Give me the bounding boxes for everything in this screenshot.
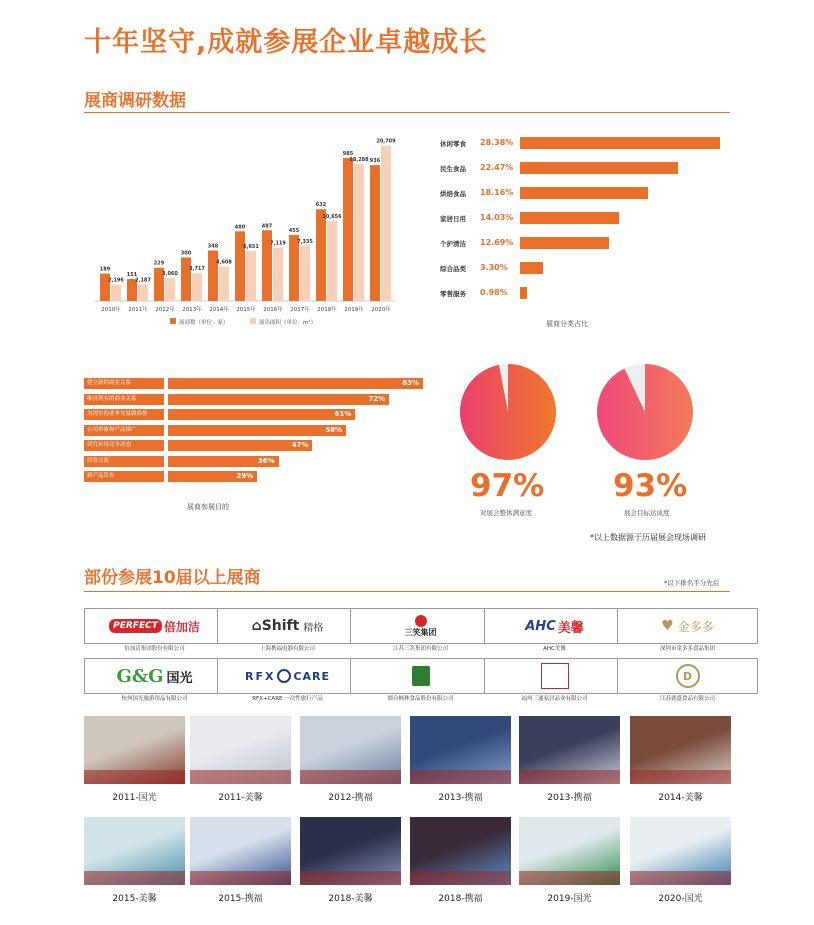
booth-photo xyxy=(630,716,731,784)
purpose-value: 83% xyxy=(402,379,419,387)
value-label: 3,060 xyxy=(162,271,178,278)
satisfaction-pie xyxy=(458,362,558,462)
category-value: 12.69% xyxy=(480,238,514,247)
booth-photo xyxy=(410,817,511,885)
goal-pie xyxy=(595,362,695,462)
fenglin-logo xyxy=(350,658,491,694)
bar-area xyxy=(138,285,148,301)
photo-caption: 2020-国光 xyxy=(658,894,703,904)
category-row xyxy=(436,186,736,200)
category-value: 22.47% xyxy=(480,163,514,172)
bar-exhibitors xyxy=(316,209,326,301)
shift-logo: ⌂Shift 精格 xyxy=(217,608,358,644)
goal-percent: 93% xyxy=(613,468,688,504)
category-row xyxy=(436,136,736,150)
value-label: 480 xyxy=(234,224,246,231)
growth-chart xyxy=(90,125,400,335)
booth-photo xyxy=(190,817,291,885)
booth-photo xyxy=(84,817,185,885)
tick-label: 2019年 xyxy=(344,307,364,313)
bar-exhibitors xyxy=(235,231,245,301)
category-row xyxy=(436,286,736,300)
purpose-value: 72% xyxy=(368,394,386,403)
logo-caption: 江苏德盛食品有限公司 xyxy=(659,696,715,702)
booth-photo xyxy=(410,716,511,784)
page-title: 十年坚守,成就参展企业卓越成长 xyxy=(84,27,488,58)
bar-area xyxy=(111,285,121,301)
logo-caption: 福州三通家居品业有限公司 xyxy=(521,696,588,702)
category-bar xyxy=(520,162,678,174)
value-label: 2,196 xyxy=(108,277,124,284)
legend-entry: 展商数（单位：家） xyxy=(179,320,229,326)
section-divider xyxy=(84,591,730,592)
logo-card xyxy=(350,608,491,652)
logo-card xyxy=(217,658,358,702)
category-label: 零售服务 xyxy=(440,290,466,298)
logo-caption: AHC美馨 xyxy=(543,646,566,652)
photo-caption: 2015-携福 xyxy=(218,894,263,904)
legend-entry: 展出面积（单位：m²） xyxy=(259,320,317,326)
bar-exhibitors xyxy=(370,165,380,301)
logo-card xyxy=(617,658,758,702)
photo-caption: 2014-美馨 xyxy=(658,793,703,803)
bar-area xyxy=(273,248,283,301)
value-label: 7,119 xyxy=(270,240,286,247)
value-label: 4,608 xyxy=(216,259,232,266)
tick-label: 2010年 xyxy=(101,307,121,313)
bar-area xyxy=(381,146,391,301)
value-label: 2,187 xyxy=(135,277,151,284)
category-value: 28.38% xyxy=(480,138,514,147)
tick-label: 2016年 xyxy=(263,307,283,313)
booth-photo xyxy=(84,716,185,784)
logo-caption: 杭州国光旅游用品有限公司 xyxy=(121,696,188,702)
value-label: 6,651 xyxy=(243,244,259,251)
purpose-label: 公司形象和产品推广 xyxy=(84,425,164,436)
logo-card xyxy=(350,658,491,702)
purpose-bar xyxy=(168,440,312,451)
category-label: 家居日用 xyxy=(440,215,466,223)
category-value: 0.98% xyxy=(480,288,508,297)
purpose-bar xyxy=(168,456,279,467)
logo-caption: 倍加洁集团股份有限公司 xyxy=(124,646,185,652)
purpose-label: 经验交流 xyxy=(84,456,164,467)
photo-caption: 2015-美馨 xyxy=(112,894,157,904)
section-title-survey: 展商调研数据 xyxy=(84,91,186,111)
category-bar xyxy=(520,212,619,224)
bar-area xyxy=(327,221,337,301)
bar-exhibitors xyxy=(208,250,218,301)
purpose-label: 建立新的商业关系 xyxy=(84,378,164,389)
source-note: *以上数据源于历届展会现场调研 xyxy=(590,533,706,542)
tick-label: 2012年 xyxy=(155,307,175,313)
bar-area xyxy=(165,278,175,301)
photo-caption: 2011-国光 xyxy=(112,793,157,803)
purpose-bar xyxy=(168,409,355,420)
pie-main-slice xyxy=(460,364,556,460)
category-value: 3.30% xyxy=(480,263,508,272)
bar-exhibitors xyxy=(181,257,191,301)
pie-main-slice xyxy=(597,364,693,460)
value-label: 632 xyxy=(315,202,327,209)
value-label: 487 xyxy=(261,223,273,230)
tick-label: 2015年 xyxy=(236,307,256,313)
gg-logo: G&G 国光 xyxy=(84,658,225,694)
value-label: 10,656 xyxy=(322,214,342,221)
category-bar xyxy=(520,262,543,274)
category-label: 烘焙食品 xyxy=(440,190,466,198)
logo-card xyxy=(484,608,625,652)
category-row xyxy=(436,211,736,225)
photo-caption: 2019-国光 xyxy=(547,894,592,904)
purpose-value: 36% xyxy=(257,456,275,465)
purpose-label: 研究市场竞争动态 xyxy=(84,440,164,451)
purpose-value: 58% xyxy=(325,425,343,434)
category-chart xyxy=(436,136,736,336)
value-label: 189 xyxy=(99,266,111,273)
logo-card xyxy=(617,608,758,652)
desheng-logo: D xyxy=(617,658,758,694)
ranking-note: *以下排名不分先后 xyxy=(664,579,720,587)
logo-caption: 江苏三笑集团有限公司 xyxy=(392,646,448,652)
value-label: 20,709 xyxy=(376,138,396,145)
value-label: 348 xyxy=(207,243,219,250)
tick-label: 2018年 xyxy=(317,307,337,313)
purpose-value: 61% xyxy=(334,410,352,418)
purpose-label: 为现实的业务交易做准备 xyxy=(84,409,164,420)
category-value: 18.16% xyxy=(480,188,514,197)
purpose-value: 47% xyxy=(291,441,309,449)
category-label: 综合品类 xyxy=(440,265,466,273)
category-label: 个护清洁 xyxy=(440,240,466,248)
bar-exhibitors xyxy=(343,158,353,301)
category-value: 14.03% xyxy=(480,213,514,222)
tick-label: 2013年 xyxy=(182,307,202,313)
bar-area xyxy=(354,164,364,301)
category-chart-caption: 展商分类占比 xyxy=(546,320,588,328)
value-label: 151 xyxy=(126,272,138,279)
tick-label: 2014年 xyxy=(209,307,229,313)
value-label: 985 xyxy=(342,150,354,157)
purpose-value: 29% xyxy=(236,472,254,480)
category-row xyxy=(436,236,736,250)
category-label: 民生食品 xyxy=(440,165,466,173)
value-label: 936 xyxy=(369,158,381,165)
logo-card xyxy=(84,608,225,652)
purpose-bar xyxy=(168,471,257,482)
sanxiao-logo: 三笑集团 xyxy=(350,608,491,644)
logo-caption: 上海携福电器有限公司 xyxy=(259,646,315,652)
bar-area xyxy=(300,246,310,301)
booth-photo xyxy=(519,817,620,885)
tick-label: 2020年 xyxy=(371,307,391,313)
satisfaction-percent: 97% xyxy=(470,468,545,504)
jinduoduo-logo: ♥ 金多多 xyxy=(617,608,758,644)
value-label: 300 xyxy=(180,250,192,257)
logo-card xyxy=(217,608,358,652)
value-label: 3,717 xyxy=(189,266,205,273)
logo-card xyxy=(84,658,225,702)
purpose-chart-caption: 展商参展目的 xyxy=(187,503,229,511)
legend xyxy=(170,318,316,326)
purpose-chart xyxy=(84,378,429,518)
category-row xyxy=(436,161,736,175)
booth-photo xyxy=(519,716,620,784)
value-label: 455 xyxy=(288,227,300,234)
photo-caption: 2013-携福 xyxy=(438,793,483,803)
category-bar xyxy=(520,287,527,299)
logo-caption: 烟台枫林食品股份有限公司 xyxy=(387,696,454,702)
ahc-logo: AHC 美馨 xyxy=(484,608,625,644)
booth-photo xyxy=(300,817,401,885)
category-bar xyxy=(520,187,648,199)
photo-caption: 2018-携福 xyxy=(438,894,483,904)
section-title-exhibitors: 部份参展10届以上展商 xyxy=(84,568,261,588)
bar-area xyxy=(192,273,202,301)
category-label: 休闲零食 xyxy=(440,140,466,148)
booth-photo xyxy=(300,716,401,784)
santong-logo xyxy=(484,658,625,694)
logo-caption: 深圳市金多多食品集团 xyxy=(659,646,715,652)
tick-label: 2017年 xyxy=(290,307,310,313)
perfect-logo: PERFECT 倍加洁 xyxy=(84,608,225,644)
logo-card xyxy=(484,658,625,702)
goal-caption: 展会目标达成度 xyxy=(624,509,670,517)
bar-area xyxy=(219,266,229,301)
booth-photo xyxy=(630,817,731,885)
purpose-bar xyxy=(168,378,423,389)
photo-caption: 2011-美馨 xyxy=(218,793,263,803)
value-label: 229 xyxy=(153,260,165,267)
photo-caption: 2012-携福 xyxy=(328,793,373,803)
booth-photo xyxy=(190,716,291,784)
category-bar xyxy=(520,237,609,249)
purpose-bar xyxy=(168,425,346,436)
rfx-logo: RFX CARE xyxy=(217,658,358,694)
purpose-label: 维持现有的商业关系 xyxy=(84,394,164,405)
photo-caption: 2013-携福 xyxy=(547,793,592,803)
category-row xyxy=(436,261,736,275)
category-bar xyxy=(520,137,720,149)
value-label: 18,288 xyxy=(349,156,369,163)
purpose-label: 新产品发布 xyxy=(84,471,164,482)
satisfaction-caption: 对展会整体满意度 xyxy=(480,509,532,517)
value-label: 7,335 xyxy=(297,238,313,245)
logo-caption: RFX+CARE 一次性旅行产品 xyxy=(252,696,323,702)
tick-label: 2011年 xyxy=(128,307,148,313)
section-divider xyxy=(84,112,730,113)
bar-area xyxy=(246,251,256,301)
photo-caption: 2018-美馨 xyxy=(328,894,373,904)
purpose-bar xyxy=(168,394,389,405)
